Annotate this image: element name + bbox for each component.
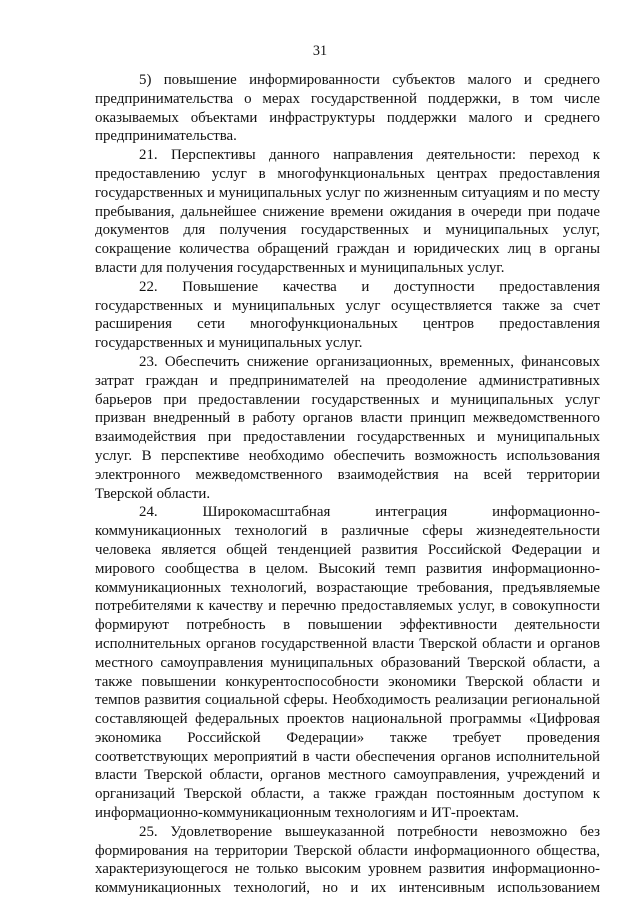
text-line: исполнительных органов государственной власти Тверской области и органов: [95, 635, 600, 652]
text-line: соответствующих мероприятий в части обеспечения органов исполнительной: [95, 748, 600, 765]
text-line: документов для получения государственных и муниципальных услуг,: [95, 222, 600, 239]
text-line: составляющей федеральных проектов национальной программы «Цифровая: [95, 711, 600, 728]
text-line: 24. Широкомасштабная интеграция информационно-: [139, 504, 600, 521]
text-line: расширения сети многофункциональных центров предоставления: [95, 316, 600, 333]
text-line: коммуникационных технологий в различные сферы жизнедеятельности: [95, 523, 600, 540]
text-line: предпринимательства.: [95, 128, 237, 145]
text-line: взаимодействия при предоставлении государственных и муниципальных: [95, 429, 600, 446]
document-body: [95, 71, 600, 898]
text-line: также повышении конкурентоспособности экономики Тверской области и: [95, 673, 600, 690]
text-line: 25. Удовлетворение вышеуказанной потребности невозможно без: [139, 823, 600, 840]
text-line: 5) повышение информированности субъектов малого и среднего: [139, 72, 600, 88]
text-line: информационно-коммуникационным технологиям и ИТ-проектам.: [95, 805, 520, 822]
text-line: потребителями к качеству и перечню предоставляемых услуг, в совокупности: [95, 598, 600, 615]
text-line: государственных и муниципальных услуг.: [95, 335, 363, 352]
text-line: власти для получения государственных и муниципальных услуг.: [95, 259, 505, 276]
text-line: формирования на территории Тверской области информационного общества,: [95, 842, 600, 859]
text-line: услуг. В перспективе необходимо обеспечить возможность использования: [95, 447, 600, 464]
text-line: призван внедренный в работу органов власти принцип межведомственного: [95, 410, 600, 427]
text-line: Тверской области.: [95, 485, 211, 502]
text-line: экономика Российской Федерации» также требует проведения: [95, 729, 600, 746]
text-line: 23. Обеспечить снижение организационных, временных, финансовых: [139, 353, 600, 370]
text-line: электронного межведомственного взаимодействия на всей территории: [95, 466, 600, 483]
text-line: 22. Повышение качества и доступности предоставления: [139, 278, 600, 295]
text-line: государственных и муниципальных услуг по жизненным ситуациям и по месту: [95, 184, 600, 201]
text-line: сокращение количества обращений граждан и юридических лиц в органы: [95, 241, 600, 258]
text-line: государственных и муниципальных услуг осуществляется также за счет: [95, 297, 600, 314]
text-line: человека является общей тенденцией развития Российской Федерации и: [95, 541, 600, 558]
text-line: характеризующегося не только высоким уровнем развития информационно-: [95, 861, 600, 878]
text-line: местного самоуправления муниципальных образований Тверской области, а: [95, 654, 600, 671]
text-line: темпов развития социальной сферы. Необходимость реализации региональной: [95, 692, 600, 709]
text-line: предоставлению услуг в многофункциональных центрах предоставления: [95, 165, 600, 182]
text-line: пребывания, дальнейшее снижение времени ожидания в очереди при подаче: [95, 203, 600, 220]
text-line: власти Тверской области, органов местного самоуправления, учреждений и: [95, 767, 600, 784]
page-number: 31: [312, 43, 328, 59]
text-line: барьеров при предоставлении государственных и муниципальных услуг: [95, 391, 600, 408]
text-line: предпринимательства о мерах государственной поддержки, в том числе: [95, 90, 600, 107]
text-line: оказываемых объектами инфраструктуры поддержки малого и среднего: [95, 109, 600, 126]
text-line: 21. Перспективы данного направления деятельности: переход к: [139, 147, 600, 164]
text-line: формируют потребность в повышении эффективности деятельности: [95, 617, 600, 634]
text-line: организаций Тверской области, а также граждан постоянным доступом к: [95, 786, 600, 803]
text-line: коммуникационных технологий, но и их интенсивным использованием: [95, 880, 600, 897]
text-line: мирового сообщества в целом. Высокий темп развития информационно-: [95, 560, 600, 577]
text-line: коммуникационных технологий, возрастающие требования, предъявляемые: [95, 579, 600, 596]
text-line: затрат граждан и предпринимателей на преодоление административных: [95, 372, 600, 389]
